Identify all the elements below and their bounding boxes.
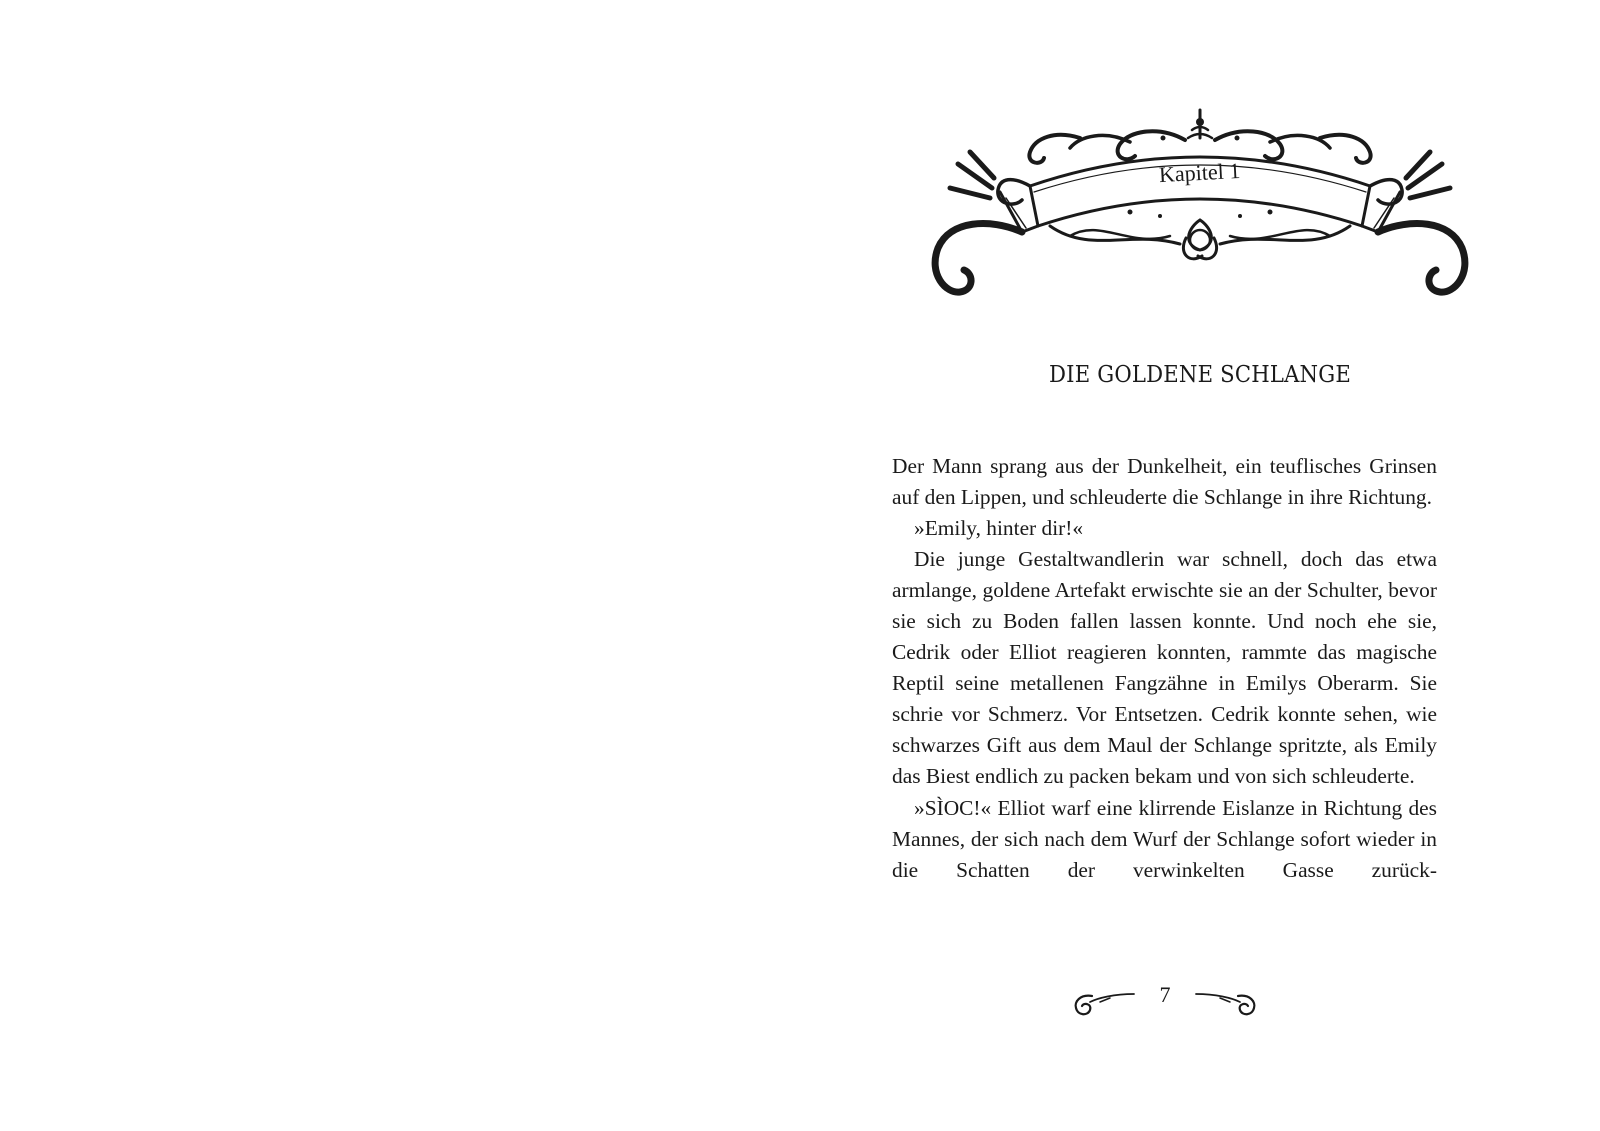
paragraph: »SÌOC!« Elliot warf eine klirrende Eislanze in Richtung des Mannes, der sich nach dem Wurf der Schlange sofort wieder in die Schatten der verwinkelten Gasse zurück- [892, 795, 1437, 882]
chapter-title: DIE GOLDENE SCHLANGE [1049, 362, 1351, 388]
page-footer [1070, 980, 1260, 1020]
paragraph: Die junge Gestaltwandlerin war schnell, doch das etwa armlange, goldene Artefakt erwischte sie an der Schulter, bevor sie sich zu Boden fallen lassen konnte. Und noch ehe sie, Cedrik oder Elliot reagieren konnten, rammte das magische Reptil seine metallenen Fangzähne in Emilys Oberarm. Sie schrie vor Schmerz. Vor Entsetzen. Cedrik konnte sehen, wie schwarzes Gift aus dem Maul der Schlange spritzte, als Emily das Biest endlich zu packen bekam und von sich schleuderte. [892, 547, 1437, 789]
right-page [800, 0, 1600, 1131]
paragraph: »Emily, hinter dir!« [914, 516, 1084, 541]
swirl-flourish-right-icon [1194, 988, 1260, 1018]
chapter-ornament-icon [930, 108, 1470, 308]
page-number: 7 [1159, 982, 1171, 1007]
celtic-knot-icon [1050, 210, 1350, 259]
finial-icon [1188, 110, 1212, 138]
paragraph: Der Mann sprang aus der Dunkelheit, ein teuflisches Grinsen auf den Lippen, und schleuderte die Schlange in ihre Richtung. [892, 454, 1437, 510]
scroll-ends-icon [998, 180, 1402, 232]
chapter-label: Kapitel 1 [1158, 157, 1241, 188]
chapter-body-text [892, 451, 1437, 886]
